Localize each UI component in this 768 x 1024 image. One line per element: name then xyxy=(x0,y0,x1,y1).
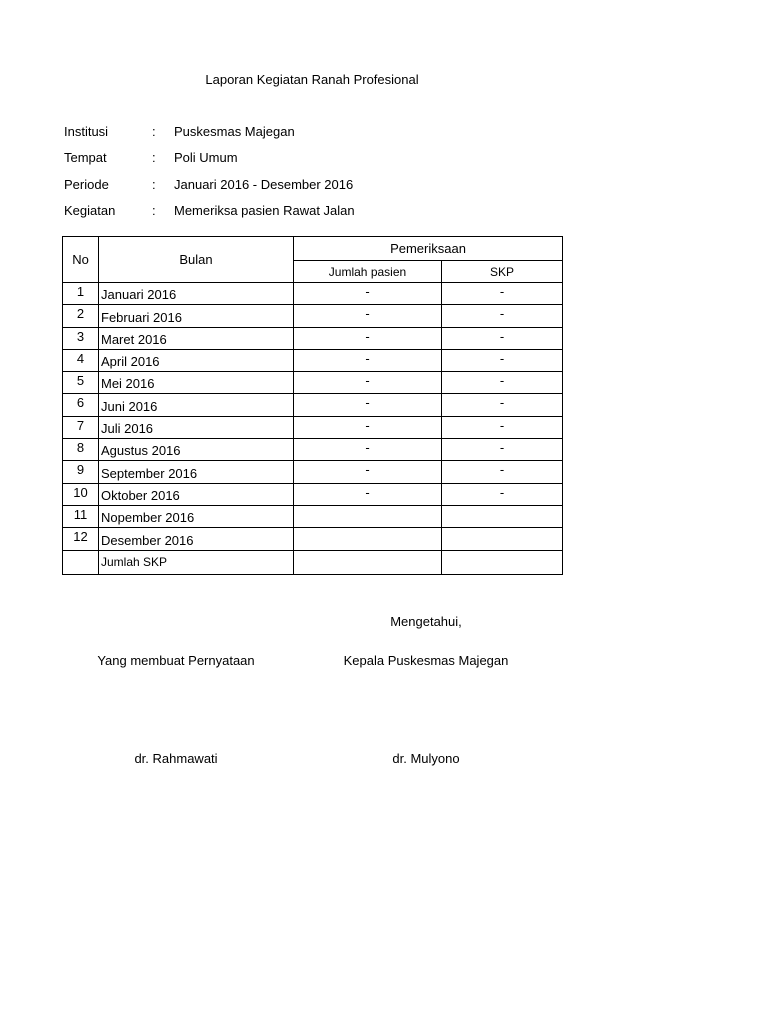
info-row-periode xyxy=(64,171,355,198)
info-row-tempat xyxy=(64,145,355,172)
row-skp: - xyxy=(442,416,563,438)
row-jumlah-pasien: - xyxy=(294,305,442,327)
total-row xyxy=(63,550,563,574)
row-jumlah-pasien xyxy=(294,528,442,550)
row-no: 6 xyxy=(63,394,99,416)
report-title: Laporan Kegiatan Ranah Profesional xyxy=(205,72,419,87)
row-skp: - xyxy=(442,305,563,327)
row-skp: - xyxy=(442,283,563,305)
info-colon: : xyxy=(152,203,156,219)
row-jumlah-pasien: - xyxy=(294,349,442,371)
row-skp: - xyxy=(442,439,563,461)
table-row xyxy=(63,528,563,550)
table-row xyxy=(63,461,563,483)
row-jumlah-pasien: - xyxy=(294,372,442,394)
header-pemeriksaan: Pemeriksaan xyxy=(294,237,563,261)
table-row xyxy=(63,505,563,527)
row-skp: - xyxy=(442,349,563,371)
info-colon: : xyxy=(152,123,156,139)
row-skp xyxy=(442,528,563,550)
info-value: Puskesmas Majegan xyxy=(174,123,295,139)
row-no: 4 xyxy=(63,349,99,371)
row-bulan: Oktober 2016 xyxy=(99,483,294,505)
row-bulan: Nopember 2016 xyxy=(99,505,294,527)
left-signer-name: dr. Rahmawati xyxy=(134,751,218,766)
header-bulan: Bulan xyxy=(99,237,294,283)
row-no: 9 xyxy=(63,461,99,483)
info-label: Kegiatan xyxy=(64,203,116,219)
row-bulan: Agustus 2016 xyxy=(99,439,294,461)
table-body xyxy=(63,283,563,551)
right-signer-name: dr. Mulyono xyxy=(392,751,460,766)
row-bulan: Mei 2016 xyxy=(99,372,294,394)
table-row xyxy=(63,439,563,461)
header-no: No xyxy=(63,237,99,283)
table-header-row xyxy=(63,237,563,261)
total-skp-cell xyxy=(442,550,563,574)
row-no: 5 xyxy=(63,372,99,394)
info-label: Tempat xyxy=(64,150,107,166)
row-jumlah-pasien: - xyxy=(294,327,442,349)
info-value: Poli Umum xyxy=(174,150,238,166)
info-label: Institusi xyxy=(64,123,109,139)
table-row xyxy=(63,394,563,416)
total-no-cell xyxy=(63,550,99,574)
row-bulan: Juni 2016 xyxy=(99,394,294,416)
row-jumlah-pasien: - xyxy=(294,283,442,305)
total-jumlah-pasien-cell xyxy=(294,550,442,574)
info-value: Memeriksa pasien Rawat Jalan xyxy=(174,203,355,219)
row-bulan: April 2016 xyxy=(99,349,294,371)
row-jumlah-pasien xyxy=(294,505,442,527)
table-row xyxy=(63,327,563,349)
report-table xyxy=(62,236,563,575)
header-jumlah-pasien: Jumlah pasien xyxy=(294,261,442,283)
info-block xyxy=(64,118,355,224)
row-no: 1 xyxy=(63,283,99,305)
row-jumlah-pasien: - xyxy=(294,461,442,483)
info-colon: : xyxy=(152,150,156,166)
table-row xyxy=(63,283,563,305)
table-row xyxy=(63,483,563,505)
table-row xyxy=(63,349,563,371)
row-bulan: September 2016 xyxy=(99,461,294,483)
row-jumlah-pasien: - xyxy=(294,439,442,461)
row-skp: - xyxy=(442,483,563,505)
total-label: Jumlah SKP xyxy=(99,550,294,574)
table-row xyxy=(63,416,563,438)
left-signer-title: Yang membuat Pernyataan xyxy=(97,653,255,668)
row-no: 10 xyxy=(63,483,99,505)
info-label: Periode xyxy=(64,176,109,192)
row-jumlah-pasien: - xyxy=(294,416,442,438)
header-skp: SKP xyxy=(442,261,563,283)
right-signer-title: Kepala Puskesmas Majegan xyxy=(343,653,509,668)
row-bulan: Desember 2016 xyxy=(99,528,294,550)
row-no: 3 xyxy=(63,327,99,349)
row-no: 8 xyxy=(63,439,99,461)
row-skp xyxy=(442,505,563,527)
table-row xyxy=(63,305,563,327)
row-skp: - xyxy=(442,327,563,349)
info-row-institusi xyxy=(64,118,355,145)
info-row-kegiatan xyxy=(64,198,355,225)
row-no: 11 xyxy=(63,505,99,527)
row-jumlah-pasien: - xyxy=(294,483,442,505)
row-bulan: Januari 2016 xyxy=(99,283,294,305)
row-no: 2 xyxy=(63,305,99,327)
table-row xyxy=(63,372,563,394)
row-skp: - xyxy=(442,394,563,416)
mengetahui-text: Mengetahui, xyxy=(390,614,462,629)
row-bulan: Juli 2016 xyxy=(99,416,294,438)
row-skp: - xyxy=(442,372,563,394)
row-bulan: Februari 2016 xyxy=(99,305,294,327)
row-bulan: Maret 2016 xyxy=(99,327,294,349)
row-no: 7 xyxy=(63,416,99,438)
row-no: 12 xyxy=(63,528,99,550)
info-value: Januari 2016 - Desember 2016 xyxy=(174,176,354,192)
row-jumlah-pasien: - xyxy=(294,394,442,416)
row-skp: - xyxy=(442,461,563,483)
info-colon: : xyxy=(152,176,156,192)
